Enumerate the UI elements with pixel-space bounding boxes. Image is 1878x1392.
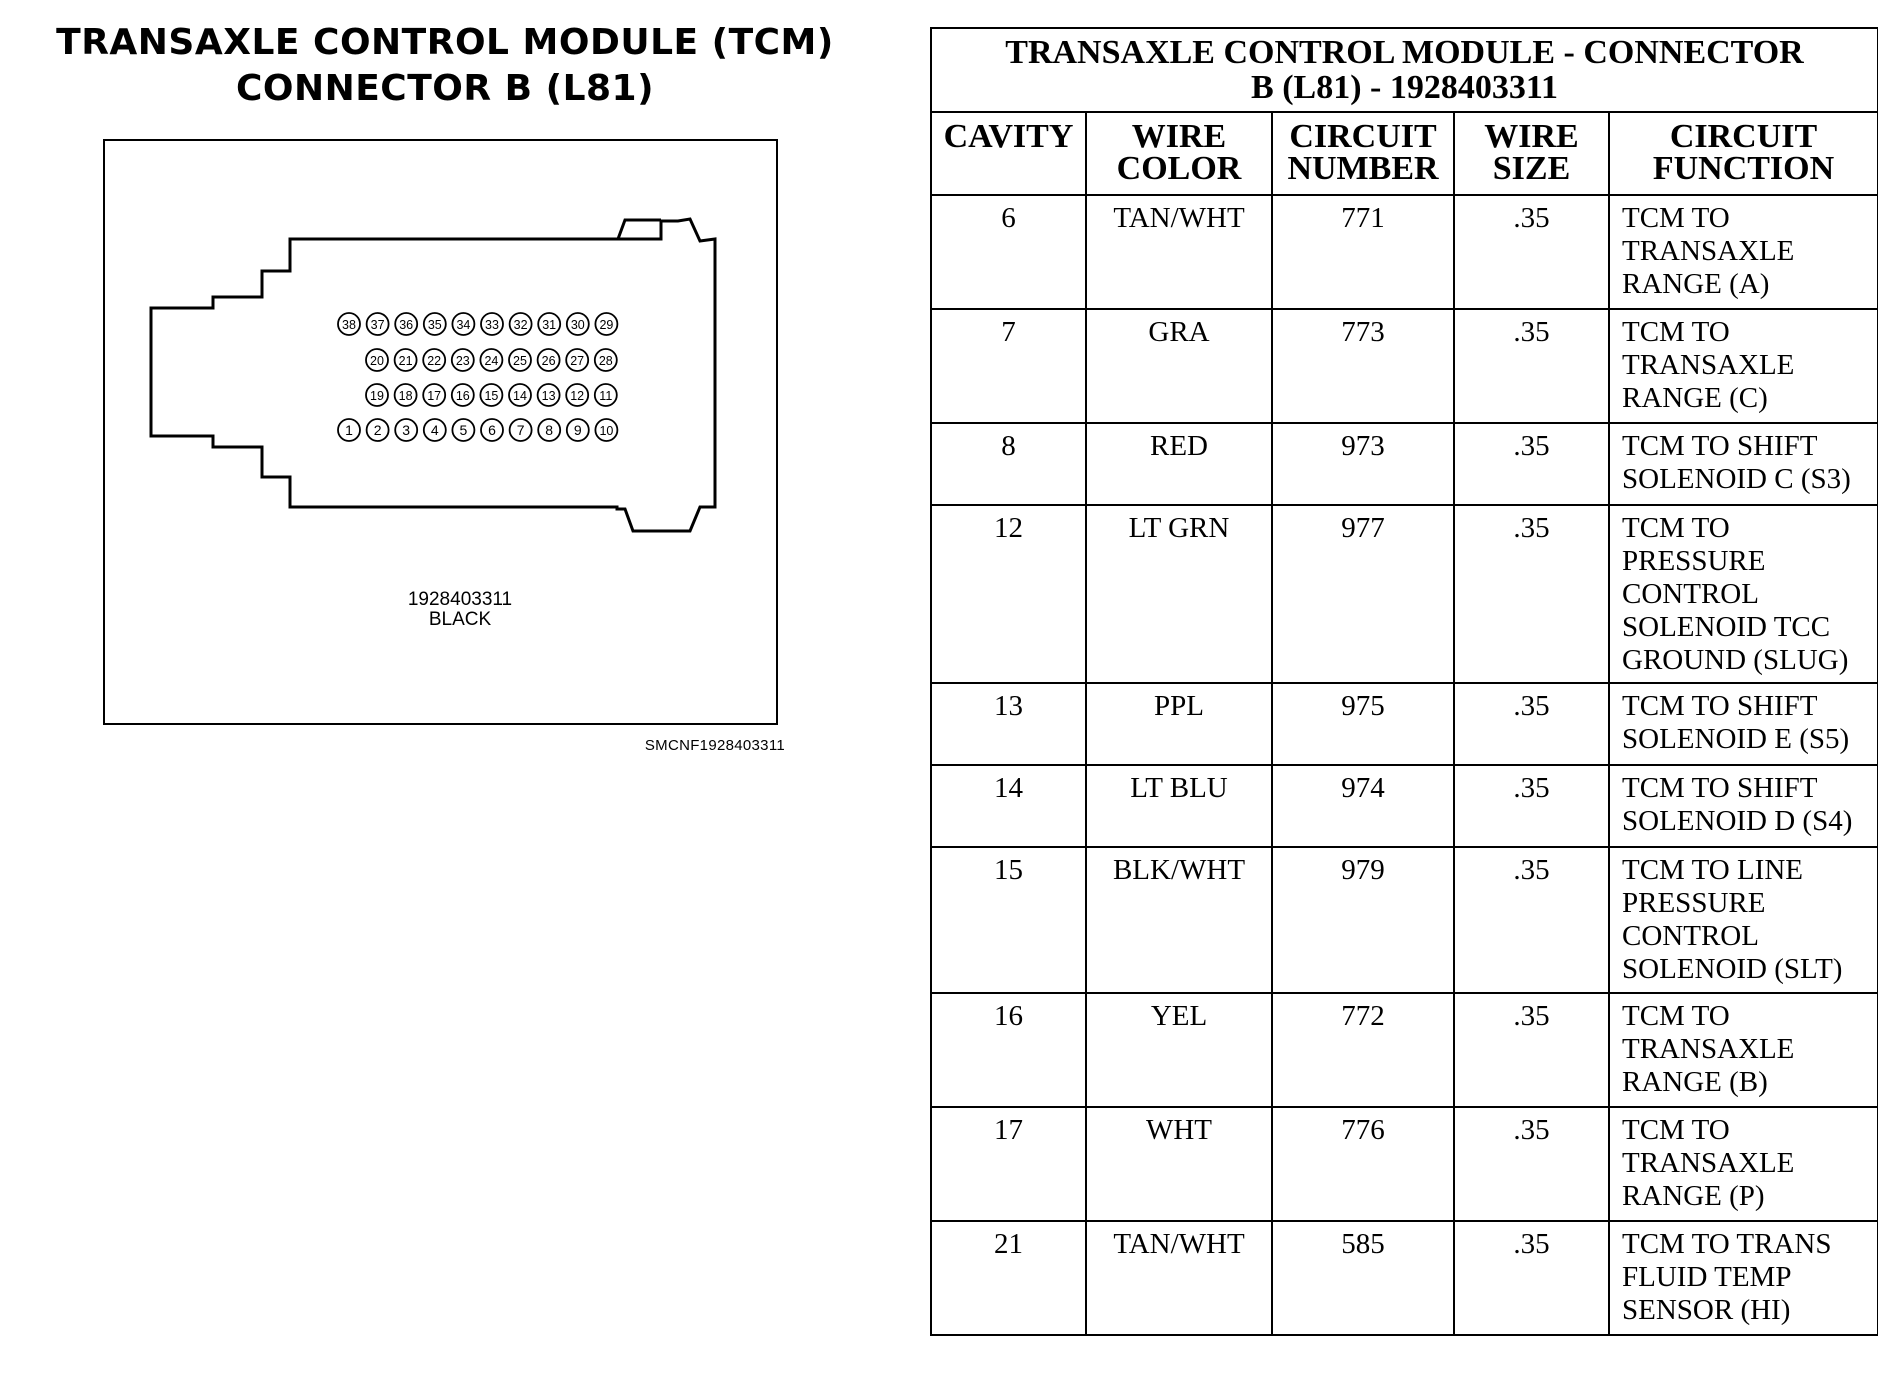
pinout-table bbox=[930, 27, 1878, 1336]
cavity-cell: 17 bbox=[931, 1107, 1086, 1221]
circuit-function-line: TRANSAXLE bbox=[1622, 1147, 1795, 1179]
connector-pin-number: 15 bbox=[484, 389, 499, 403]
circuit-function-line: TCM TO SHIFT bbox=[1622, 772, 1818, 804]
circuit-function-line: CONTROL bbox=[1622, 920, 1759, 952]
circuit-function-cell bbox=[1609, 1107, 1878, 1221]
connector-pin-number: 20 bbox=[370, 354, 384, 368]
circuit-number-cell: 776 bbox=[1272, 1107, 1454, 1221]
circuit-function-line: SOLENOID (SLT) bbox=[1622, 953, 1843, 985]
connector-pin-number: 26 bbox=[541, 354, 556, 368]
table-row bbox=[931, 993, 1878, 1107]
connector-pin-number: 16 bbox=[455, 389, 470, 403]
wire-color-cell: LT GRN bbox=[1086, 505, 1272, 683]
connector-pin-number: 24 bbox=[484, 354, 499, 368]
wire-color-cell: PPL bbox=[1086, 683, 1272, 765]
circuit-function-line: TCM TO SHIFT bbox=[1622, 430, 1818, 462]
circuit-function-cell bbox=[1609, 683, 1878, 765]
connector-pin-number: 4 bbox=[430, 422, 439, 438]
circuit-number-cell: 973 bbox=[1272, 423, 1454, 505]
circuit-function-cell bbox=[1609, 765, 1878, 847]
circuit-function-cell bbox=[1609, 1221, 1878, 1335]
diagram-reference-code: SMCNF1928403311 bbox=[644, 737, 785, 754]
wire-size-cell: .35 bbox=[1454, 765, 1609, 847]
circuit-function-line: TCM TO bbox=[1622, 316, 1730, 348]
circuit-function-line: SOLENOID TCC bbox=[1622, 611, 1831, 643]
circuit-function-line: RANGE (P) bbox=[1622, 1180, 1765, 1212]
circuit-function-line: RANGE (C) bbox=[1622, 382, 1768, 414]
connector-diagram-frame bbox=[103, 139, 778, 725]
diagram-title-line1: TRANSAXLE CONTROL MODULE (TCM) bbox=[56, 22, 834, 63]
connector-pin-number: 23 bbox=[455, 354, 470, 368]
circuit-number-cell: 974 bbox=[1272, 765, 1454, 847]
table-row bbox=[931, 505, 1878, 683]
connector-pin-number: 7 bbox=[516, 422, 525, 438]
wire-size-cell: .35 bbox=[1454, 195, 1609, 309]
connector-pin-number: 34 bbox=[456, 318, 471, 332]
wire-color-cell: GRA bbox=[1086, 309, 1272, 423]
circuit-function-cell bbox=[1609, 195, 1878, 309]
table-caption-line2: B (L81) - 1928403311 bbox=[1251, 69, 1558, 106]
cavity-cell: 15 bbox=[931, 847, 1086, 993]
wire-size-cell: .35 bbox=[1454, 993, 1609, 1107]
table-row bbox=[931, 309, 1878, 423]
table-row bbox=[931, 195, 1878, 309]
table-header-row bbox=[931, 112, 1878, 195]
circuit-function-cell bbox=[1609, 423, 1878, 505]
wire-size-cell: .35 bbox=[1454, 309, 1609, 423]
circuit-function-line: TRANSAXLE bbox=[1622, 235, 1795, 267]
header-wire-size: WIRE SIZE bbox=[1454, 112, 1609, 195]
circuit-function-line: SOLENOID E (S5) bbox=[1622, 723, 1850, 755]
circuit-function-line: RANGE (B) bbox=[1622, 1066, 1768, 1098]
header-wire-color: WIRE COLOR bbox=[1086, 112, 1272, 195]
wire-size-cell: .35 bbox=[1454, 847, 1609, 993]
cavity-cell: 6 bbox=[931, 195, 1086, 309]
connector-pin-number: 14 bbox=[513, 389, 527, 403]
table-row bbox=[931, 1221, 1878, 1335]
circuit-function-line: PRESSURE bbox=[1622, 545, 1766, 577]
circuit-function-cell bbox=[1609, 993, 1878, 1107]
connector-pin-number: 6 bbox=[488, 422, 496, 438]
header-circuit-function: CIRCUIT FUNCTION bbox=[1609, 112, 1878, 195]
connector-pin-number: 36 bbox=[399, 318, 414, 332]
cavity-cell: 12 bbox=[931, 505, 1086, 683]
connector-pin-number: 37 bbox=[370, 318, 385, 332]
wire-size-cell: .35 bbox=[1454, 505, 1609, 683]
wire-color-cell: BLK/WHT bbox=[1086, 847, 1272, 993]
connector-pin-number: 8 bbox=[545, 422, 554, 438]
connector-pin-number: 10 bbox=[599, 424, 614, 438]
table-row bbox=[931, 765, 1878, 847]
connector-pin-number: 22 bbox=[427, 354, 442, 368]
wire-color-cell: WHT bbox=[1086, 1107, 1272, 1221]
connector-pin-number: 5 bbox=[459, 422, 468, 438]
diagram-title-line2: CONNECTOR B (L81) bbox=[235, 68, 655, 109]
connector-color-label: BLACK bbox=[428, 609, 492, 630]
circuit-function-line: TRANSAXLE bbox=[1622, 1033, 1795, 1065]
table-row bbox=[931, 423, 1878, 505]
table-row bbox=[931, 683, 1878, 765]
circuit-function-line: SOLENOID D (S4) bbox=[1622, 805, 1853, 837]
connector-pin-number: 21 bbox=[398, 354, 413, 368]
circuit-number-cell: 771 bbox=[1272, 195, 1454, 309]
circuit-function-line: TRANSAXLE bbox=[1622, 349, 1795, 381]
table-caption-line1: TRANSAXLE CONTROL MODULE - CONNECTOR bbox=[1005, 34, 1804, 71]
connector-pin-number: 13 bbox=[541, 389, 556, 403]
circuit-function-line: CONTROL bbox=[1622, 578, 1759, 610]
wire-color-cell: LT BLU bbox=[1086, 765, 1272, 847]
circuit-number-cell: 772 bbox=[1272, 993, 1454, 1107]
connector-pin-number: 9 bbox=[573, 422, 582, 438]
connector-pin-number: 1 bbox=[345, 422, 353, 438]
cavity-cell: 14 bbox=[931, 765, 1086, 847]
wire-size-cell: .35 bbox=[1454, 683, 1609, 765]
circuit-function-line: TCM TO bbox=[1622, 1114, 1730, 1146]
wire-size-cell: .35 bbox=[1454, 1107, 1609, 1221]
connector-housing-outline bbox=[151, 219, 715, 531]
circuit-number-cell: 977 bbox=[1272, 505, 1454, 683]
table-row bbox=[931, 847, 1878, 993]
circuit-function-line: TCM TO TRANS bbox=[1622, 1228, 1832, 1260]
circuit-function-line: TCM TO bbox=[1622, 512, 1730, 544]
connector-pin-number: 30 bbox=[570, 318, 585, 332]
connector-pin-number: 2 bbox=[373, 422, 382, 438]
connector-pin-number: 27 bbox=[570, 354, 585, 368]
circuit-number-cell: 975 bbox=[1272, 683, 1454, 765]
connector-pin-number: 35 bbox=[427, 318, 442, 332]
cavity-cell: 7 bbox=[931, 309, 1086, 423]
connector-outline-drawing bbox=[105, 141, 776, 723]
cavity-cell: 8 bbox=[931, 423, 1086, 505]
connector-pin-number: 38 bbox=[342, 318, 356, 332]
circuit-function-line: RANGE (A) bbox=[1622, 268, 1770, 300]
connector-pin-number: 11 bbox=[599, 389, 613, 403]
connector-part-number: 1928403311 bbox=[407, 589, 513, 610]
connector-pin-number: 12 bbox=[570, 389, 585, 403]
connector-pin-number: 29 bbox=[599, 318, 614, 332]
table-row bbox=[931, 1107, 1878, 1221]
header-circuit-number: CIRCUIT NUMBER bbox=[1272, 112, 1454, 195]
cavity-cell: 21 bbox=[931, 1221, 1086, 1335]
connector-pin-grid bbox=[338, 313, 617, 441]
circuit-function-line: SENSOR (HI) bbox=[1622, 1294, 1791, 1326]
circuit-number-cell: 585 bbox=[1272, 1221, 1454, 1335]
circuit-number-cell: 979 bbox=[1272, 847, 1454, 993]
circuit-function-cell bbox=[1609, 309, 1878, 423]
circuit-function-line: TCM TO LINE bbox=[1622, 854, 1803, 886]
circuit-function-line: PRESSURE bbox=[1622, 887, 1766, 919]
connector-pin-number: 33 bbox=[485, 318, 499, 332]
cavity-cell: 16 bbox=[931, 993, 1086, 1107]
wire-color-cell: YEL bbox=[1086, 993, 1272, 1107]
wire-size-cell: .35 bbox=[1454, 1221, 1609, 1335]
connector-pin-number: 17 bbox=[427, 389, 442, 403]
header-cavity: CAVITY bbox=[931, 112, 1086, 195]
circuit-function-cell bbox=[1609, 847, 1878, 993]
wire-color-cell: TAN/WHT bbox=[1086, 195, 1272, 309]
circuit-function-line: FLUID TEMP bbox=[1622, 1261, 1792, 1293]
cavity-cell: 13 bbox=[931, 683, 1086, 765]
connector-pin-number: 25 bbox=[513, 354, 527, 368]
table-caption bbox=[931, 28, 1878, 112]
connector-pin-number: 31 bbox=[542, 318, 557, 332]
circuit-function-line: TCM TO bbox=[1622, 202, 1730, 234]
connector-pin-number: 28 bbox=[598, 354, 613, 368]
circuit-function-cell bbox=[1609, 505, 1878, 683]
diagram-title bbox=[40, 20, 850, 112]
connector-pin-number: 18 bbox=[398, 389, 413, 403]
connector-pin-number: 3 bbox=[402, 422, 411, 438]
wire-color-cell: TAN/WHT bbox=[1086, 1221, 1272, 1335]
circuit-number-cell: 773 bbox=[1272, 309, 1454, 423]
circuit-function-line: SOLENOID C (S3) bbox=[1622, 463, 1851, 495]
connector-pin-number: 19 bbox=[370, 389, 384, 403]
circuit-function-line: TCM TO SHIFT bbox=[1622, 690, 1818, 722]
circuit-function-line: GROUND (SLUG) bbox=[1622, 644, 1849, 676]
wire-color-cell: RED bbox=[1086, 423, 1272, 505]
wire-size-cell: .35 bbox=[1454, 423, 1609, 505]
connector-pin-number: 32 bbox=[513, 318, 528, 332]
circuit-function-line: TCM TO bbox=[1622, 1000, 1730, 1032]
